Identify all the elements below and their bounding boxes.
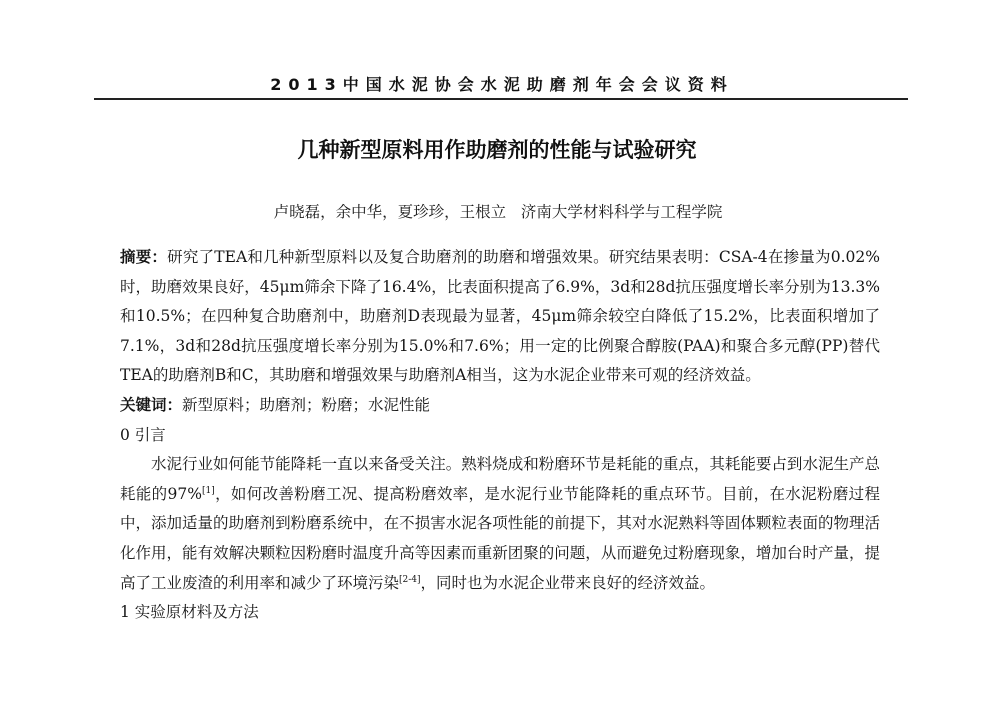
running-header: 2013中国水泥协会水泥助磨剂年会会议资料 xyxy=(270,75,734,94)
abstract-label: 摘要： xyxy=(120,248,168,266)
paper-title: 几种新型原料用作助磨剂的性能与试验研究 xyxy=(297,138,697,162)
author-line xyxy=(150,200,846,222)
introduction-paragraph xyxy=(120,450,880,598)
intro-text-part2: ，如何改善粉磨工况、提高粉磨效率，是水泥行业节能降耗的重点环节。目前，在水泥粉磨过程中，添加适量的助磨剂到粉磨系统中，在不损害水泥各项性能的前提下，其对水泥熟料等固体颗粒表面的物理活化作用，能有效解决颗粒因粉磨时温度升高等因素而重新团聚的问题，从而避免过粉磨现象，增加台时产量，提高了工业废渣的利用率和减少了环境污染 xyxy=(120,484,881,592)
intro-text-part3: ，同时也为水泥企业带来良好的经济效益。 xyxy=(420,573,716,592)
citation-2-4: [2-4] xyxy=(399,574,421,585)
intro-text-part1: 水泥行业如何能节能降耗一直以来备受关注。熟料烧成和粉磨环节是耗能的重点，其耗能要占到水泥生产总耗能的97% xyxy=(120,455,880,503)
abstract-text: 研究了TEA和几种新型原料以及复合助磨剂的助磨和增强效果。研究结果表明：CSA-4在掺量为0.02%时，助磨效果良好，45μm筛余下降了16.4%，比表面积提高了6.9%，3d和28d抗压强度增长率分别为13.3%和10.5%；在四种复合助磨剂中，助磨剂D表现最为显著，45μm筛余较空白降低了15.2%，比表面积增加了7.1%，3d和28d抗压强度增长率分别为15.0%和7.6%；用一定的比例聚合醇胺(PAA)和聚合多元醇(PP)替代TEA的助磨剂B和C，其助磨和增强效果与助磨剂A相当，这为水泥企业带来可观的经济效益。 xyxy=(120,248,880,385)
header-rule xyxy=(94,98,908,100)
keywords-label: 关键词： xyxy=(120,395,183,414)
section-heading-materials: 1 实验原材料及方法 xyxy=(120,603,259,622)
keywords-text: 新型原料；助磨剂；粉磨；水泥性能 xyxy=(182,395,431,414)
citation-1: [1] xyxy=(201,485,215,496)
author-names: 卢晓磊，余中华，夏珍珍，王根立 xyxy=(273,203,507,221)
author-affiliation: 济南大学材料科学与工程学院 xyxy=(520,203,723,221)
keywords xyxy=(120,391,880,421)
section-heading-introduction: 0 引言 xyxy=(120,425,166,444)
abstract xyxy=(120,243,880,391)
paper-body xyxy=(120,243,880,628)
